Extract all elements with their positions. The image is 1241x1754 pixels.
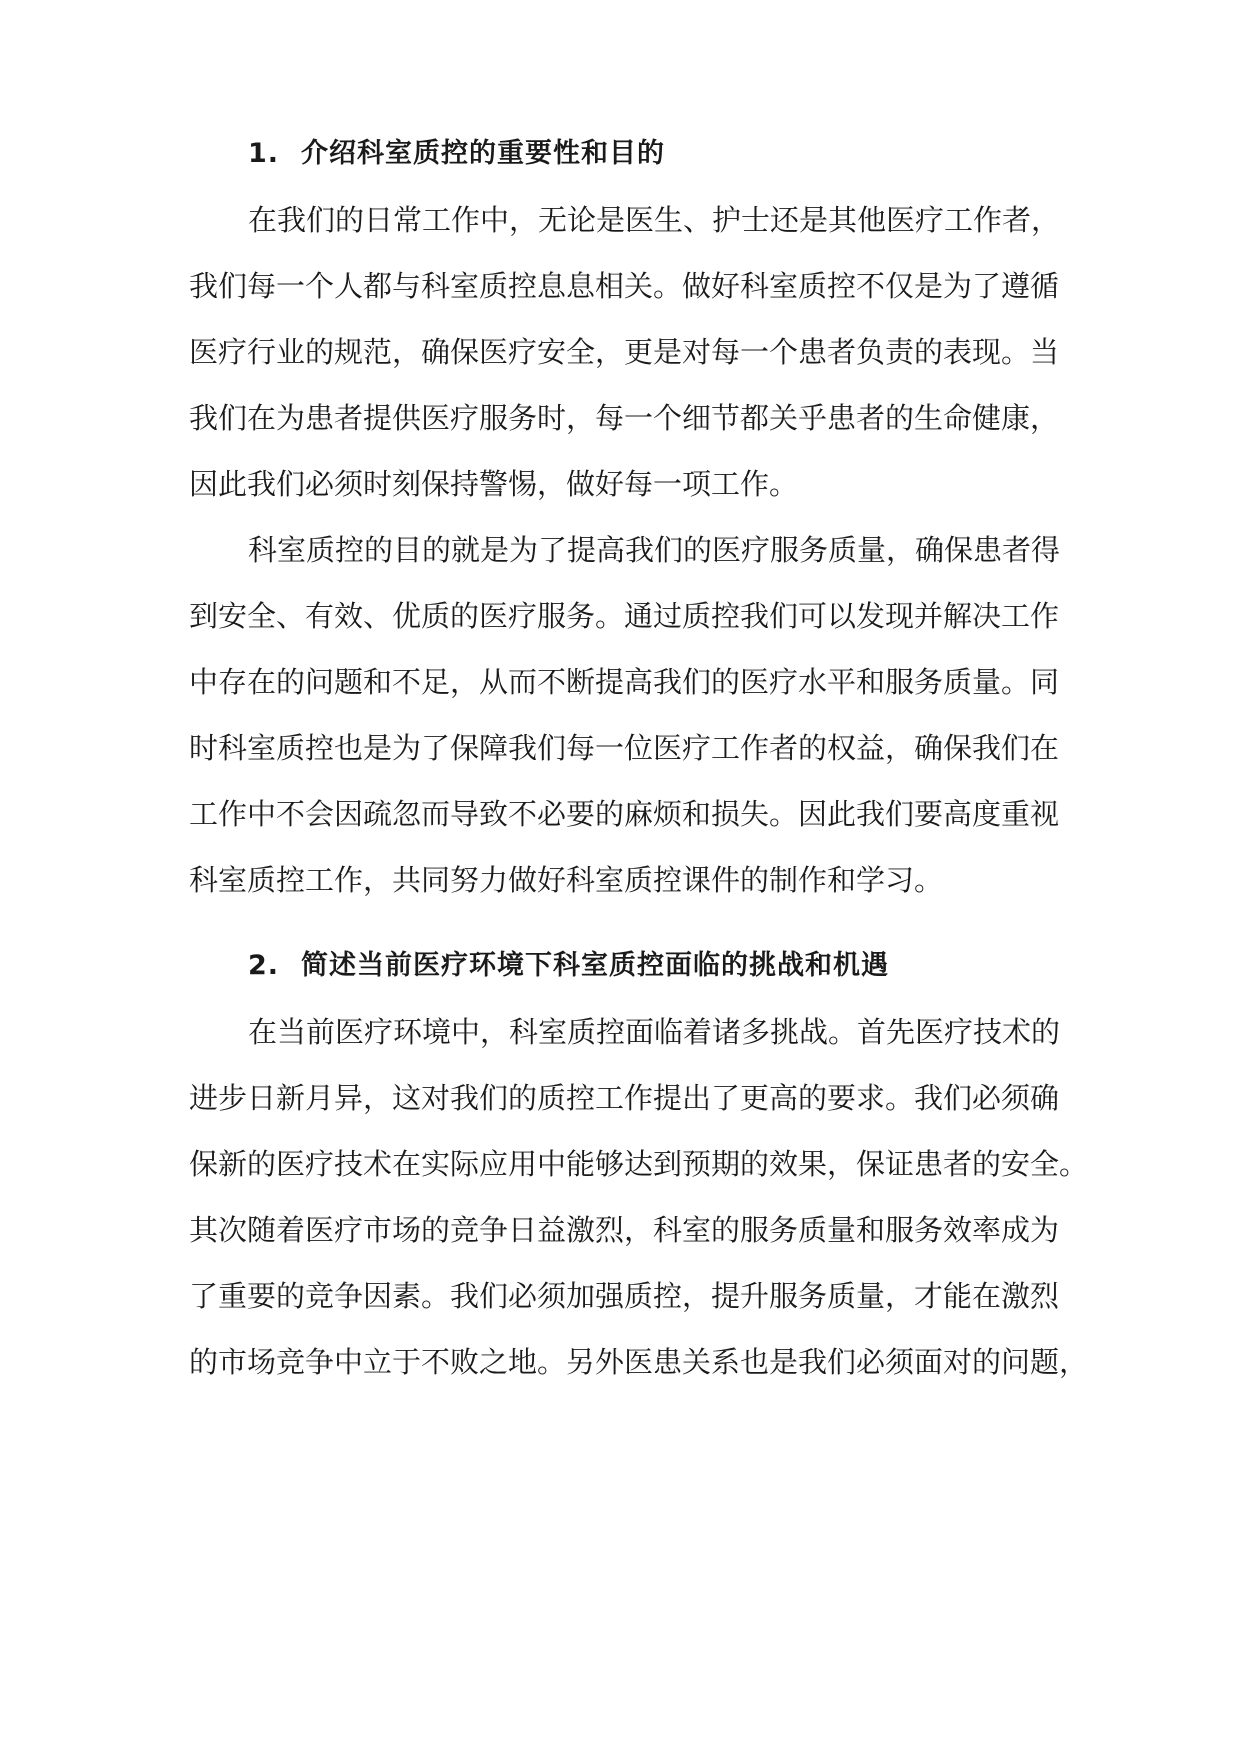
paragraph-line: 了重要的竞争因素。我们必须加强质控，提升服务质量，才能在激烈 [189, 1279, 1060, 1313]
paragraph-line: 其次随着医疗市场的竞争日益激烈，科室的服务质量和服务效率成为 [189, 1213, 1060, 1247]
section-1-title: 介绍科室质控的重要性和目的 [301, 138, 666, 169]
paragraph-line: 中存在的问题和不足，从而不断提高我们的医疗水平和服务质量。同 [189, 665, 1060, 699]
paragraph-line: 医疗行业的规范，确保医疗安全，更是对每一个患者负责的表现。当 [189, 335, 1060, 369]
paragraph-line: 我们在为患者提供医疗服务时，每一个细节都关乎患者的生命健康， [189, 401, 1060, 435]
paragraph-line: 的市场竞争中立于不败之地。另外医患关系也是我们必须面对的问题， [189, 1345, 1089, 1379]
paragraph-line: 我们每一个人都与科室质控息息相关。做好科室质控不仅是为了遵循 [189, 269, 1060, 303]
paragraph-line: 到安全、有效、优质的医疗服务。通过质控我们可以发现并解决工作 [189, 599, 1060, 633]
paragraph-line: 科室质控的目的就是为了提高我们的医疗服务质量，确保患者得 [248, 533, 1061, 567]
section-2-heading [248, 948, 889, 984]
section-2-number: 2. [248, 950, 280, 981]
section-1-heading [248, 136, 665, 172]
paragraph-line: 科室质控工作，共同努力做好科室质控课件的制作和学习。 [189, 863, 944, 897]
paragraph-line: 工作中不会因疏忽而导致不必要的麻烦和损失。因此我们要高度重视 [189, 797, 1060, 831]
paragraph-line: 进步日新月异，这对我们的质控工作提出了更高的要求。我们必须确 [189, 1081, 1060, 1115]
paragraph-line: 在当前医疗环境中，科室质控面临着诸多挑战。首先医疗技术的 [248, 1015, 1061, 1049]
paragraph-line: 因此我们必须时刻保持警惕，做好每一项工作。 [189, 467, 799, 501]
paragraph-line: 保新的医疗技术在实际应用中能够达到预期的效果，保证患者的安全。 [189, 1147, 1089, 1181]
paragraph-line: 在我们的日常工作中，无论是医生、护士还是其他医疗工作者， [248, 203, 1061, 237]
section-2-title: 简述当前医疗环境下科室质控面临的挑战和机遇 [301, 950, 890, 981]
section-1-number: 1. [248, 138, 280, 169]
paragraph-line: 时科室质控也是为了保障我们每一位医疗工作者的权益，确保我们在 [189, 731, 1060, 765]
